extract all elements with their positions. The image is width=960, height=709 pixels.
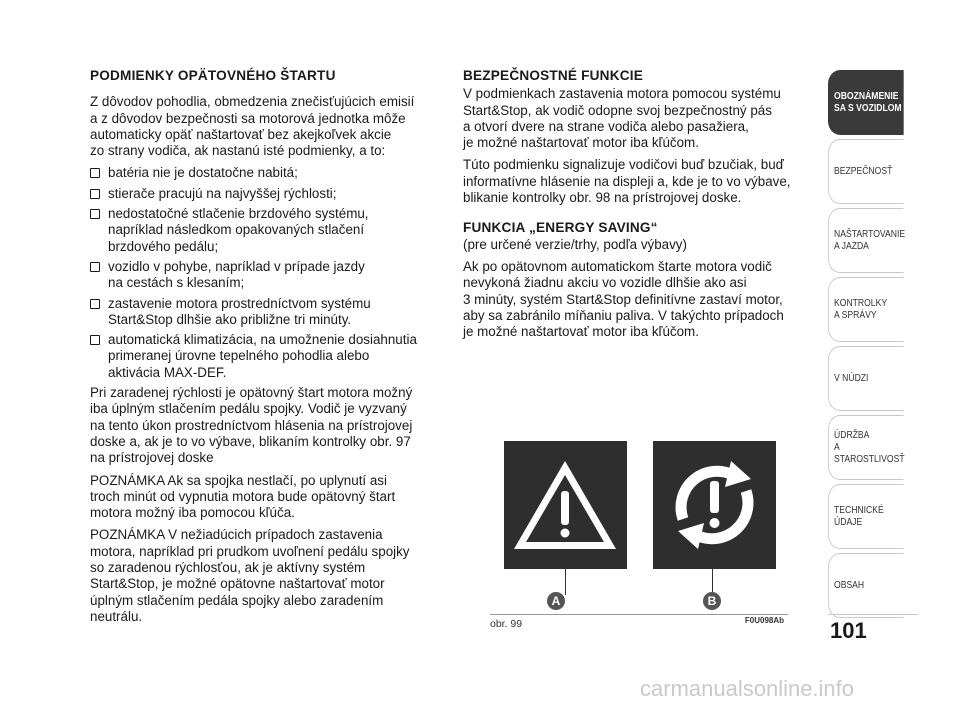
checkbox-bullet-icon (90, 335, 100, 345)
warning-panel (504, 441, 627, 569)
left-column (90, 68, 442, 631)
list-item: nedostatočné stlačenie brzdového systému, napríklad následkom opakovaných stlačení brzdového pedálu; (90, 206, 442, 255)
tab-bezpecnost[interactable]: BEZPEČNOSŤ (828, 139, 904, 204)
tab-v-nudzi[interactable]: V NÚDZI (828, 346, 904, 411)
list-item: vozidlo v pohybe, napríklad v prípade jazdy na cestách s klesaním; (90, 259, 442, 292)
checkbox-bullet-icon (90, 168, 100, 178)
tabs-bottom-rule (828, 614, 918, 615)
list-item: zastavenie motora prostredníctvom systému Start&Stop dlhšie ako približne tri minúty. (90, 296, 442, 329)
tab-oboznamenie[interactable]: OBOZNÁMENIE SA S VOZIDLOM (828, 70, 904, 135)
figure-code: F0U098Ab (744, 616, 784, 625)
start-stop-failure-icon (653, 441, 776, 569)
watermark: carmanualsonline.info (640, 676, 855, 701)
tab-kontrolky[interactable]: KONTROLKY A SPRÁVY (828, 277, 904, 342)
tab-udrzba[interactable]: ÚDRŽBA A STAROSTLIVOSŤ (828, 415, 904, 480)
gear-restart-paragraph: Pri zaradenej rýchlosti je opätovný štart motora možný iba úplným stlačením pedálu spojky. Vodič je vyzvaný na tento úkon prostredníctvom hlásenia na prístrojovej doske a, ak je to vo výbave, blikaním kontrolky obr. 97 na prístrojovej doske (90, 385, 413, 466)
callout-line-a (565, 569, 566, 595)
note-paragraph-1: POZNÁMKA Ak sa spojka nestlačí, po uplynutí asi troch minút od vypnutia motora bude opätovný štart motora možný iba pomocou kľúča. (90, 472, 396, 521)
tab-nastartovanie[interactable]: NAŠTARTOVANIE A JAZDA (828, 208, 904, 273)
figure-99 (490, 428, 788, 630)
section-heading-restart-conditions: PODMIENKY OPÄTOVNÉHO ŠTARTU (90, 68, 336, 83)
tab-obsah[interactable]: OBSAH (828, 553, 904, 618)
page-number: 101 (830, 618, 867, 643)
checkbox-bullet-icon (90, 299, 100, 309)
section-heading-energy-saving: FUNKCIA „ENERGY SAVING“ (463, 220, 658, 236)
conditions-list (90, 165, 442, 381)
safety-paragraph-2: Túto podmienku signalizuje vodičovi buď bzučiak, buď informatívne hlásenie na displeji a, kde je to vo výbave, blikanie kontrolky obr. 98 na prístrojovej doske. (463, 157, 791, 206)
right-column (463, 68, 809, 346)
energy-saving-subtitle: (pre určené verzie/trhy, podľa výbavy) (463, 236, 687, 252)
callout-a: A (547, 592, 565, 610)
start-stop-panel (653, 441, 776, 569)
callout-b: B (703, 592, 721, 610)
figure-caption: obr. 99 (490, 618, 523, 630)
checkbox-bullet-icon (90, 262, 100, 272)
intro-paragraph: Z dôvodov pohodlia, obmedzenia znečisťujúcich emisií a z dôvodov bezpečnosti sa motorová jednotka môže automaticky opäť naštartovať bez akejkoľvek akcie zo strany vodiča, ak nastanú isté podmienky, a to: (90, 94, 415, 159)
checkbox-bullet-icon (90, 209, 100, 219)
list-item: stierače pracujú na najvyššej rýchlosti; (90, 186, 442, 202)
list-item: automatická klimatizácia, na umožnenie dosiahnutia primeranej úrovne tepelného pohodlia alebo aktivácia MAX-DEF. (90, 332, 442, 381)
chapter-tabs (828, 70, 916, 622)
list-item: batéria nie je dostatočne nabitá; (90, 165, 442, 181)
tab-technicke-udaje[interactable]: TECHNICKÉ ÚDAJE (828, 484, 904, 549)
checkbox-bullet-icon (90, 189, 100, 199)
energy-saving-paragraph: Ak po opätovnom automatickom štarte motora vodič nevykoná žiadnu akciu vo vozidle dlhšie ako asi 3 minúty, systém Start&Stop definitívne zastaví motor, aby sa zabránilo míňaniu paliva. V takýchto prípadoch je možné naštartovať motor iba kľúčom. (463, 258, 784, 340)
warning-triangle-icon (504, 441, 627, 569)
note-paragraph-2: POZNÁMKA V nežiadúcich prípadoch zastavenia motora, napríklad pri prudkom uvoľnení pedálu spojky so zaradenou rýchlosťou, ak je aktívny systém Start&Stop, je možné opätovne naštartovať motor úplným stlačením pedála spojky alebo zaradením neutrálu. (90, 527, 410, 624)
section-heading-safety-functions: BEZPEČNOSTNÉ FUNKCIE (463, 68, 643, 83)
safety-paragraph-1: V podmienkach zastavenia motora pomocou systému Start&Stop, ak vodič odopne svoj bezpečnostný pás a otvorí dvere na strane vodiča alebo pasažiera, je možné naštartovať motor iba kľúčom. (463, 86, 781, 151)
